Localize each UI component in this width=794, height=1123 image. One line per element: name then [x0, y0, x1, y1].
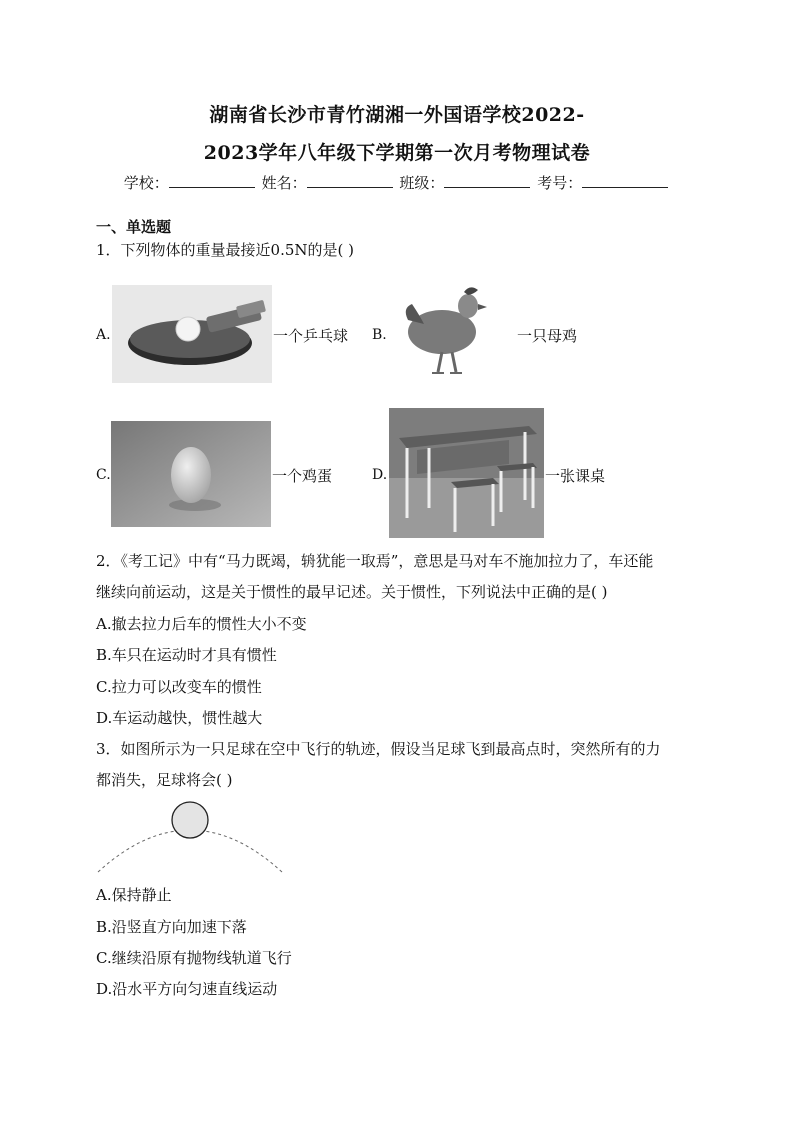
q3-option-d: D.沿水平方向匀速直线运动	[96, 980, 278, 998]
q1-option-c-letter: C.	[96, 467, 111, 483]
q2-option-b: B.车只在运动时才具有惯性	[96, 646, 277, 664]
q1-option-d-caption: 一张课桌	[545, 467, 606, 485]
class-label: 班级：	[399, 174, 445, 192]
question-2-stem-line2: 继续向前运动，这是关于惯性的最早记述。关于惯性，下列说法中正确的是( )	[96, 583, 608, 601]
name-blank[interactable]	[307, 175, 393, 188]
q3-option-c: C.继续沿原有抛物线轨道飞行	[96, 949, 292, 967]
q1-option-a-letter: A.	[96, 327, 111, 343]
egg-image	[111, 421, 271, 527]
hen-image	[398, 280, 493, 380]
q1-option-b-caption: 一只母鸡	[517, 327, 578, 345]
question-2-stem-line1: 2．《考工记》中有“马力既竭，辀犹能一取焉”，意思是马对车不施加拉力了，车还能	[96, 552, 654, 570]
section-heading: 一、单选题	[96, 218, 172, 236]
q3-option-b: B.沿竖直方向加速下落	[96, 918, 247, 936]
school-label: 学校：	[123, 174, 169, 192]
q1-option-a-caption: 一个乒乓球	[273, 327, 349, 345]
exam-title-line1: 湖南省长沙市青竹湖湘一外国语学校2022-	[209, 104, 585, 126]
question-3-stem-line2: 都消失，足球将会( )	[96, 771, 233, 789]
exam-no-blank[interactable]	[582, 175, 668, 188]
question-3-stem-line1: 3．如图所示为一只足球在空中飞行的轨迹，假设当足球飞到最高点时，突然所有的力	[96, 740, 661, 758]
football-ball	[172, 802, 208, 838]
desk-image	[389, 408, 544, 538]
q2-option-c: C.拉力可以改变车的惯性	[96, 678, 262, 696]
class-blank[interactable]	[444, 175, 530, 188]
student-info-line	[0, 172, 794, 193]
q3-option-a: A.保持静止	[96, 886, 172, 904]
q1-option-d-letter: D.	[372, 467, 388, 483]
exam-no-label: 考号：	[537, 174, 583, 192]
football-trajectory-diagram	[94, 796, 286, 876]
q2-option-d: D.车运动越快，惯性越大	[96, 709, 263, 727]
q1-option-c-caption: 一个鸡蛋	[272, 467, 333, 485]
question-1-stem: 1．下列物体的重量最接近0.5N的是( )	[96, 241, 354, 259]
q1-option-b-letter: B.	[372, 327, 387, 343]
name-label: 姓名：	[261, 174, 307, 192]
exam-title-line2: 2023学年八年级下学期第一次月考物理试卷	[203, 142, 591, 164]
school-blank[interactable]	[169, 175, 255, 188]
q2-option-a: A.撤去拉力后车的惯性大小不变	[96, 615, 307, 633]
ping-pong-paddle-image	[112, 285, 272, 383]
